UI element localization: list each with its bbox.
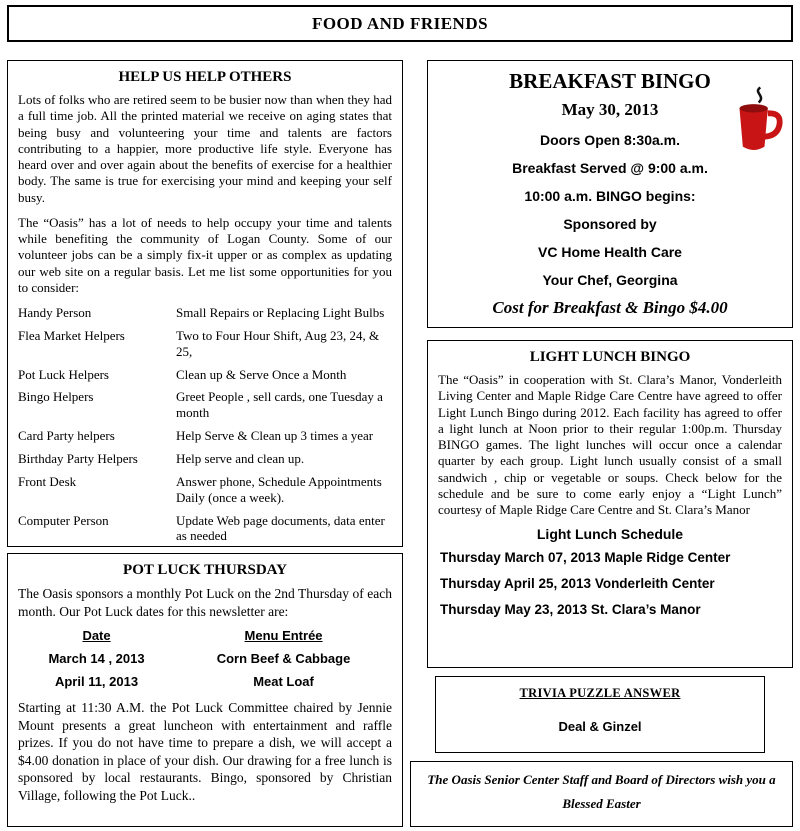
volunteer-role: Flea Market Helpers <box>18 327 125 343</box>
light-lunch-bingo-section <box>427 340 793 668</box>
potluck-table <box>18 628 392 689</box>
event-title: BREAKFAST BINGO <box>509 69 711 93</box>
table-row <box>18 651 392 666</box>
volunteer-role: Computer Person <box>18 512 109 528</box>
volunteer-desc: Answer phone, Schedule Appointments Daily (once a week). <box>176 473 382 505</box>
coffee-cup-icon <box>732 85 782 160</box>
volunteer-role: Front Desk <box>18 473 77 489</box>
help-paragraph-2: The “Oasis” has a lot of needs to help occupy your time and talents while benefiting the community of Logan County. Some of our volunteer jobs can be a simply fix-it upper or as complex as updating our web site on a regular basis. Let me list some opportunities for you to consider: <box>18 214 392 295</box>
easter-wishes-note <box>410 761 793 827</box>
list-item <box>18 513 392 545</box>
masthead <box>7 5 793 42</box>
note-line-2: Blessed Easter <box>562 796 641 811</box>
trivia-answer: Deal & Ginzel <box>558 719 642 734</box>
volunteer-desc: Clean up & Serve Once a Month <box>176 366 347 382</box>
section-title: HELP US HELP OTHERS <box>118 69 292 85</box>
cell-menu: Corn Beef & Cabbage <box>216 651 351 667</box>
trivia-puzzle-answer-section <box>435 676 765 753</box>
schedule-title: Light Lunch Schedule <box>536 526 684 543</box>
light-lunch-paragraph: The “Oasis” in cooperation with St. Clara’s Manor, Vonderleith Living Center and Maple Ridge Care Centre have agreed to offer Light Lunch Bingo during 2012. Each facility has agreed to offer a light lunch at Noon prior to their regular 1:00p.m. Thursday BINGO games. The light lunches will occur once a calendar quarter by each group. Light lunch usually consist of a small sandwich , chip or vegetable or soups. Check below for the schedule and be sure to come early enjoy a “Light Lunch” courtesy of Maple Ridge Care Centre and St. Clara’s Manor <box>438 372 782 517</box>
list-item <box>18 305 392 321</box>
event-chef: Your Chef, Georgina <box>542 272 678 288</box>
schedule-entry: Thursday March 07, 2013 Maple Ridge Center <box>440 550 731 566</box>
volunteer-desc: Two to Four Hour Shift, Aug 23, 24, & 25, <box>176 327 380 359</box>
event-detail: Doors Open 8:30a.m. <box>539 132 681 148</box>
event-detail: Sponsored by <box>563 216 657 232</box>
schedule-entry: Thursday May 23, 2013 St. Clara’s Manor <box>440 602 701 618</box>
event-sponsor: VC Home Health Care <box>538 244 682 260</box>
table-row <box>18 674 392 689</box>
schedule-entry: Thursday April 25, 2013 Vonderleith Center <box>440 576 715 592</box>
list-item <box>18 451 392 467</box>
pot-luck-thursday-section <box>7 553 403 827</box>
section-title: TRIVIA PUZZLE ANSWER <box>519 686 681 700</box>
list-item <box>18 328 392 360</box>
newsletter-title: FOOD AND FRIENDS <box>311 13 489 33</box>
volunteer-opportunities-list <box>18 305 392 567</box>
volunteer-role: Pot Luck Helpers <box>18 366 109 382</box>
cell-date: April 11, 2013 <box>54 674 139 690</box>
volunteer-desc: Help Serve & Clean up 3 times a year <box>176 428 374 444</box>
volunteer-desc: Small Repairs or Replacing Light Bulbs <box>176 305 385 320</box>
event-detail: 10:00 a.m. BINGO begins: <box>524 188 696 204</box>
help-paragraph-1: Lots of folks who are retired seem to be busier now than when they had a full time job. All the printed material we receive on aging states that being busy and volunteering your time and talents are factors contributing to a happier, more productive life style. Everyone has heard over and over again about the benefits of exercise for a healthier body. The same is true for exercising your mind and keeping your self busy. <box>18 92 392 205</box>
column-header-date: Date <box>82 628 111 644</box>
list-item <box>18 474 392 506</box>
volunteer-role: Bingo Helpers <box>18 389 94 405</box>
volunteer-desc: Help serve and clean up. <box>176 451 305 467</box>
note-line-1: The Oasis Senior Center Staff and Board of Directors wish you a <box>427 772 776 787</box>
list-item <box>18 389 392 421</box>
volunteer-role: Handy Person <box>18 305 92 320</box>
column-header-menu: Menu Entrée <box>244 628 323 644</box>
breakfast-bingo-section <box>427 60 793 328</box>
volunteer-desc: Greet People , sell cards, one Tuesday a month <box>176 389 383 421</box>
list-item <box>18 428 392 444</box>
event-detail: Breakfast Served @ 9:00 a.m. <box>512 160 708 176</box>
section-title: POT LUCK THURSDAY <box>123 562 287 578</box>
event-cost: Cost for Breakfast & Bingo $4.00 <box>492 298 728 317</box>
table-header-row <box>18 628 392 643</box>
potluck-intro: The Oasis sponsors a monthly Pot Luck on the 2nd Thursday of each month. Our Pot Luck dates for this newsletter are: <box>18 586 392 619</box>
section-title: LIGHT LUNCH BINGO <box>529 349 691 365</box>
potluck-paragraph: Starting at 11:30 A.M. the Pot Luck Committee chaired by Jennie Mount presents a great luncheon with entertainment and raffle prizes. If you do not have time to prepare a dish, we will accept a $4.00 donation in place of your dish. Our drawing for a free lunch is sponsored by local restaurants. Bingo, sponsored by Christian Village, following the Pot Luck.. <box>18 700 392 803</box>
volunteer-role: Birthday Party Helpers <box>18 451 138 467</box>
volunteer-role: Card Party helpers <box>18 428 115 444</box>
cell-date: March 14 , 2013 <box>48 651 145 667</box>
event-date: May 30, 2013 <box>561 100 659 119</box>
volunteer-desc: Update Web page documents, data enter as needed <box>176 512 385 544</box>
list-item <box>18 367 392 383</box>
help-us-help-others-section <box>7 60 403 547</box>
cell-menu: Meat Loaf <box>253 674 314 690</box>
